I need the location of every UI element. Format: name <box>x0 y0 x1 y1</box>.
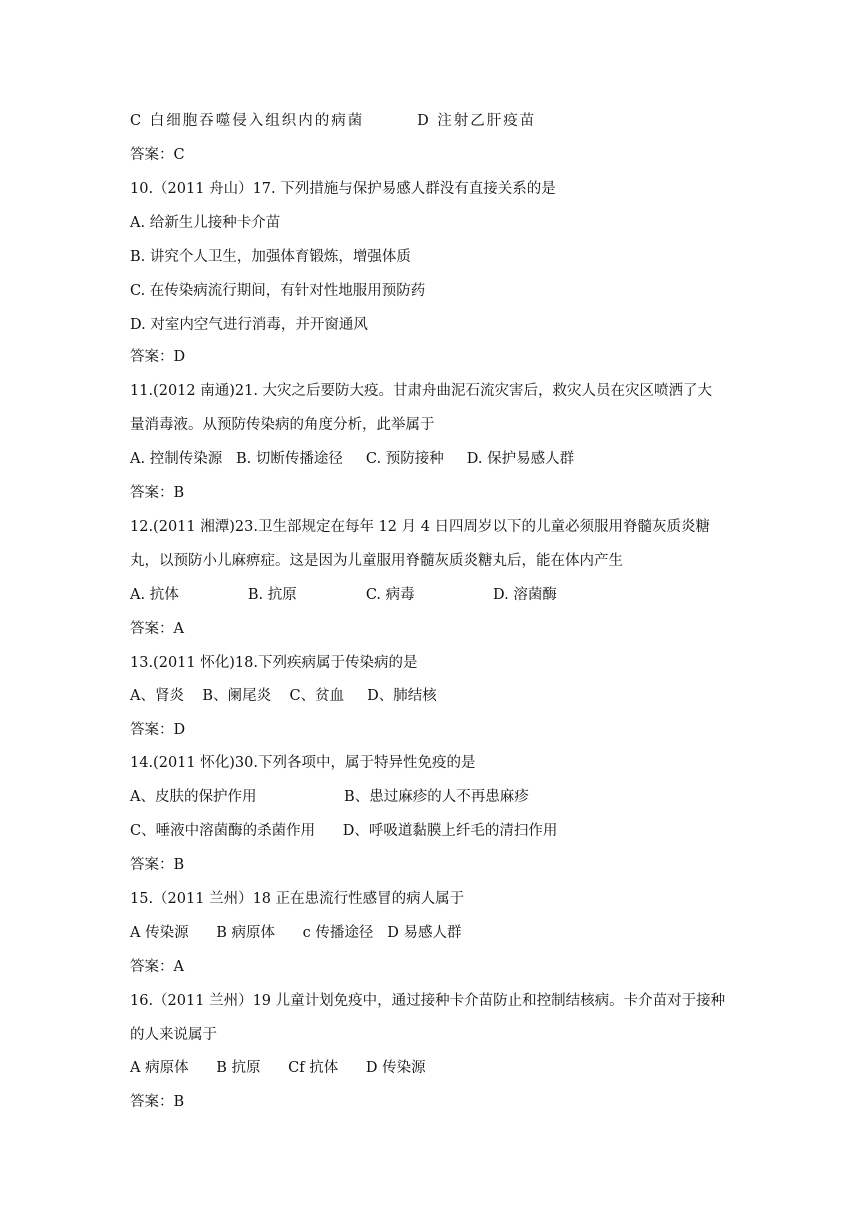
answer-line: 答案：B <box>130 857 185 873</box>
option-line: A. 给新生儿接种卡介苗 <box>130 215 281 231</box>
option-line: A. 控制传染源 B. 切断传播途径 C. 预防接种 D. 保护易感人群 <box>130 451 575 467</box>
answer-line: 答案：B <box>130 485 185 501</box>
answer-line: 答案：D <box>130 349 186 365</box>
question-line: 量消毒液。从预防传染病的角度分析，此举属于 <box>130 417 435 433</box>
question-line: 丸，以预防小儿麻痹症。这是因为儿童服用脊髓灰质炎糖丸后，能在体内产生 <box>130 553 623 569</box>
option-line: A 传染源 B 病原体 c 传播途径 D 易感人群 <box>130 925 462 941</box>
question-line: 10.（2011 舟山）17. 下列措施与保护易感人群没有直接关系的是 <box>130 181 556 197</box>
option-line: C、唾液中溶菌酶的杀菌作用 D、呼吸道黏膜上纤毛的清扫作用 <box>130 823 558 839</box>
question-line: 的人来说属于 <box>130 1027 217 1043</box>
answer-line: 答案：B <box>130 1094 185 1110</box>
question-line: 15.（2011 兰州）18 正在患流行性感冒的病人属于 <box>130 891 465 907</box>
option-line: A 病原体 B 抗原 Cf 抗体 D 传染源 <box>130 1060 426 1076</box>
question-line: 13.(2011 怀化)18.下列疾病属于传染病的是 <box>130 655 418 671</box>
answer-line: 答案：A <box>130 621 184 637</box>
answer-line: 答案：C <box>130 147 185 163</box>
option-line: B. 讲究个人卫生，加强体育锻炼，增强体质 <box>130 249 411 265</box>
option-line: A、肾炎 B、阑尾炎 C、贫血 D、肺结核 <box>130 688 437 704</box>
question-line: 14.(2011 怀化)30.下列各项中，属于特异性免疫的是 <box>130 755 476 771</box>
option-line: A、皮肤的保护作用 B、患过麻疹的人不再患麻疹 <box>130 789 529 805</box>
answer-line: 答案：A <box>130 959 184 975</box>
option-line: C. 在传染病流行期间，有针对性地服用预防药 <box>130 283 426 299</box>
question-line: 12.(2011 湘潭)23.卫生部规定在每年 12 月 4 日四周岁以下的儿童必须服用脊髓灰质炎糖 <box>130 519 711 535</box>
answer-line: 答案：D <box>130 722 186 738</box>
question-line: 11.(2012 南通)21. 大灾之后要防大疫。甘肃舟曲泥石流灾害后，救灾人员在灾区喷洒了大 <box>130 383 713 399</box>
option-line: C 白细胞吞噬侵入组织内的病菌 D 注射乙肝疫苗 <box>130 113 537 129</box>
question-line: 16.（2011 兰州）19 儿童计划免疫中，通过接种卡介苗防止和控制结核病。卡介苗对于接种 <box>130 993 726 1009</box>
option-line: D. 对室内空气进行消毒，并开窗通风 <box>130 317 368 333</box>
option-line: A. 抗体 B. 抗原 C. 病毒 D. 溶菌酶 <box>130 587 557 603</box>
